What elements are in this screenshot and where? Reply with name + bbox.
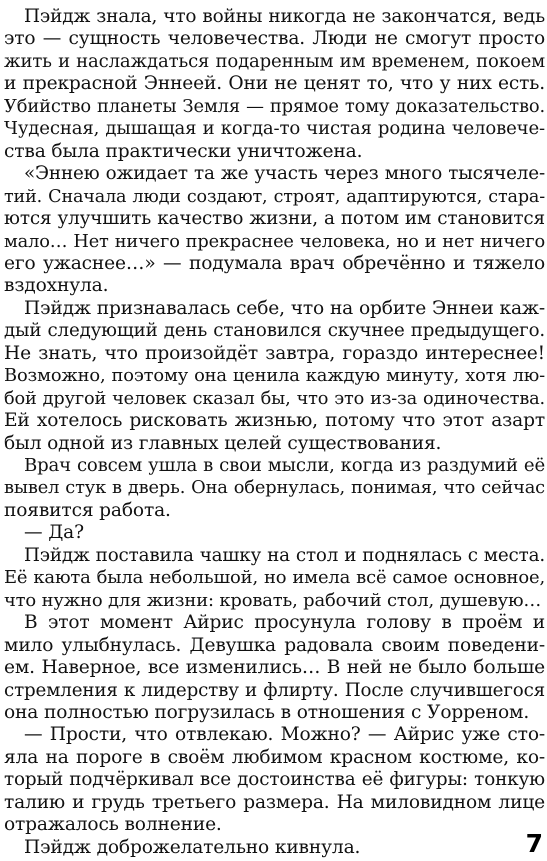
text-line: тий. Сначала люди создают, строят, адаптируются, стара- [4,186,545,207]
text-line: вздохнула. [4,275,109,297]
text-line: Пэйдж поставила чашку на стол и поднялась с места. [24,544,545,566]
text-line: Пэйдж доброжелательно кивнула. [24,836,361,858]
text-line: В этот момент Айрис просунула голову в проём и [24,612,545,634]
text-line: вывел стук в дверь. Она обернулась, понимая, что сейчас [4,477,545,499]
text-line: торый подчёркивал все достоинства её фигуры: тонкую [4,769,545,791]
text-line: — Прости, что отвлекаю. Можно? — Айрис уже сто- [24,724,545,746]
text-line: мило улыбнулась. Девушка радовала своим поведени- [4,634,545,656]
text-line: стремления к лидерству и флирту. После случившегося [4,679,545,701]
text-line: что нужно для жизни: кровать, рабочий стол, душевую… [4,589,542,611]
text-line: Пэйдж знала, что войны никогда не закончатся, ведь [24,6,545,27]
text-line: Врач совсем ушла в свои мысли, когда из раздумий её [24,455,545,476]
text-line: яла на пороге в своём любимом красном костюме, ко- [4,746,545,768]
text-line: появится работа. [4,499,171,521]
text-line: дый следующий день становился скучнее предыдущего. [4,320,545,342]
text-line: Ей хотелось рисковать жизнью, потому что этот азарт [4,410,545,432]
text-line: Пэйдж признавалась себе, что на орбите Эннеи каж- [24,297,545,319]
text-line: Её каюта была небольшой, но имела всё самое основное, [4,567,545,589]
text-line: ства была практически уничтожена. [4,140,363,162]
text-line: жить и наслаждаться подаренным им временем, покоем [4,50,545,72]
text-line: Не знать, что произойдёт завтра, гораздо интереснее! [4,342,545,364]
page-number: 7 [525,829,543,858]
text-line: «Эннею ожидает та же участь через много тысячеле- [24,163,545,185]
text-line: ем. Наверное, все изменились… В ней не было больше [4,657,545,679]
text-line: и прекрасной Эннеей. Они не ценят то, что у них есть. [4,73,545,95]
text-line: Возможно, поэтому она ценила каждую минуту, хотя лю- [4,365,545,387]
text-line: его ужаснее…» — подумала врач обречённо и тяжело [4,252,545,274]
text-line: отражалось волнение. [4,814,222,836]
text-line: талию и грудь третьего размера. На миловидном лице [4,791,545,813]
text-line: — Да? [24,522,84,544]
text-line: был одной из главных целей существования. [4,432,442,454]
text-line: Чудесная, дышащая и когда-то чистая родина человече- [4,118,545,140]
text-line: бой другой человек сказал бы, что это из-за одиночества. [4,388,545,409]
text-line: мало… Нет ничего прекраснее человека, но и нет ничего [4,231,545,252]
text-line: она полностью погрузилась в отношения с Уорреном. [4,701,530,723]
text-line: это — сущность человечества. Люди не смогут просто [4,28,545,50]
text-line: Убийство планеты Земля — прямое тому доказательство. [4,95,545,117]
text-line: ются улучшить качество жизни, а потом им становится [4,208,545,230]
